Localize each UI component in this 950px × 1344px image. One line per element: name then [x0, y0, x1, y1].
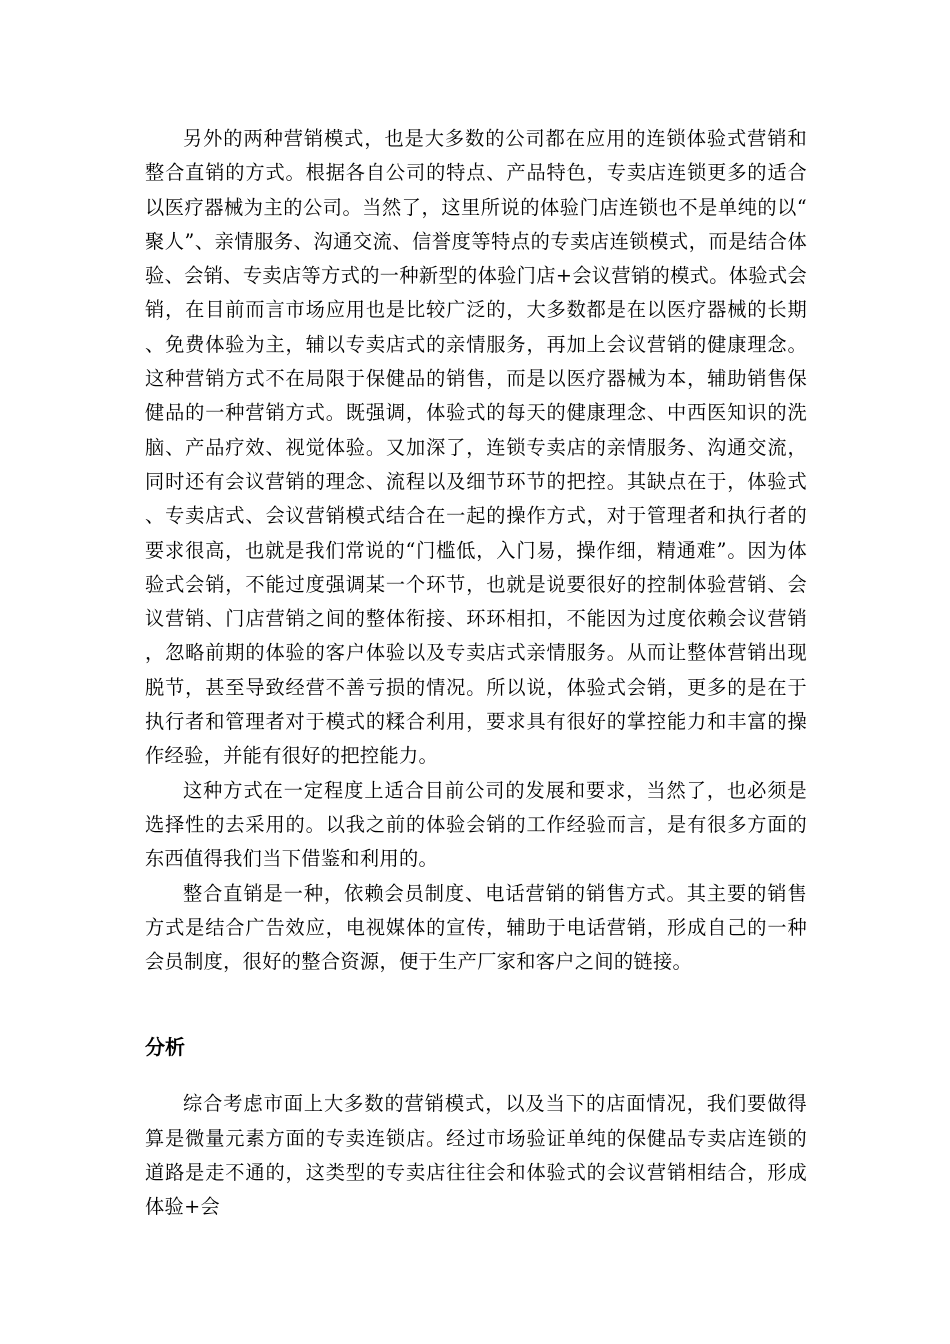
body-paragraph-2: 这种方式在一定程度上适合目前公司的发展和要求，当然了，也必须是选择性的去采用的。以我之前的体验会销的工作经验而言，是有很多方面的东西值得我们当下借鉴和利用的。	[145, 778, 807, 871]
section-heading-analysis: 分析	[145, 1035, 185, 1060]
body-paragraph-4: 综合考虑市面上大多数的营销模式，以及当下的店面情况，我们要做得算是微量元素方面的专卖连锁店。经过市场验证单纯的保健品专卖店连锁的道路是走不通的，这类型的专卖店往往会和体验式的会议营销相结合，形成体验+会	[145, 1092, 807, 1219]
document-page	[145, 122, 807, 1225]
body-paragraph-1: 另外的两种营销模式，也是大多数的公司都在应用的连锁体验式营销和整合直销的方式。根据各自公司的特点、产品特色，专卖店连锁更多的适合以医疗器械为主的公司。当然了，这里所说的体验门店连锁也不是单纯的以“聚人”、亲情服务、沟通交流、信誉度等特点的专卖店连锁模式，而是结合体验、会销、专卖店等方式的一种新型的体验门店+会议营销的模式。体验式会销，在目前而言市场应用也是比较广泛的，大多数都是在以医疗器械的长期、免费体验为主，辅以专卖店式的亲情服务，再加上会议营销的健康理念。这种营销方式不在局限于保健品的销售，而是以医疗器械为本，辅助销售保健品的一种营销方式。既强调，体验式的每天的健康理念、中西医知识的洗脑、产品疗效、视觉体验。又加深了，连锁专卖店的亲情服务、沟通交流，同时还有会议营销的理念、流程以及细节环节的把控。其缺点在于，体验式、专卖店式、会议营销模式结合在一起的操作方式，对于管理者和执行者的要求很高，也就是我们常说的“门槛低，入门易，操作细，精通难”。因为体验式会销，不能过度强调某一个环节，也就是说要很好的控制体验营销、会议营销、门店营销之间的整体衔接、环环相扣，不能因为过度依赖会议营销，忽略前期的体验的客户体验以及专卖店式亲情服务。从而让整体营销出现脱节，甚至导致经营不善亏损的情况。所以说，体验式会销，更多的是在于执行者和管理者对于模式的糅合利用，要求具有很好的掌控能力和丰富的操作经验，并能有很好的把控能力。	[145, 127, 807, 768]
body-paragraph-3: 整合直销是一种，依赖会员制度、电话营销的销售方式。其主要的销售方式是结合广告效应，电视媒体的宣传，辅助于电话营销，形成自己的一种会员制度，很好的整合资源，便于生产厂家和客户之间的链接。	[145, 881, 807, 974]
